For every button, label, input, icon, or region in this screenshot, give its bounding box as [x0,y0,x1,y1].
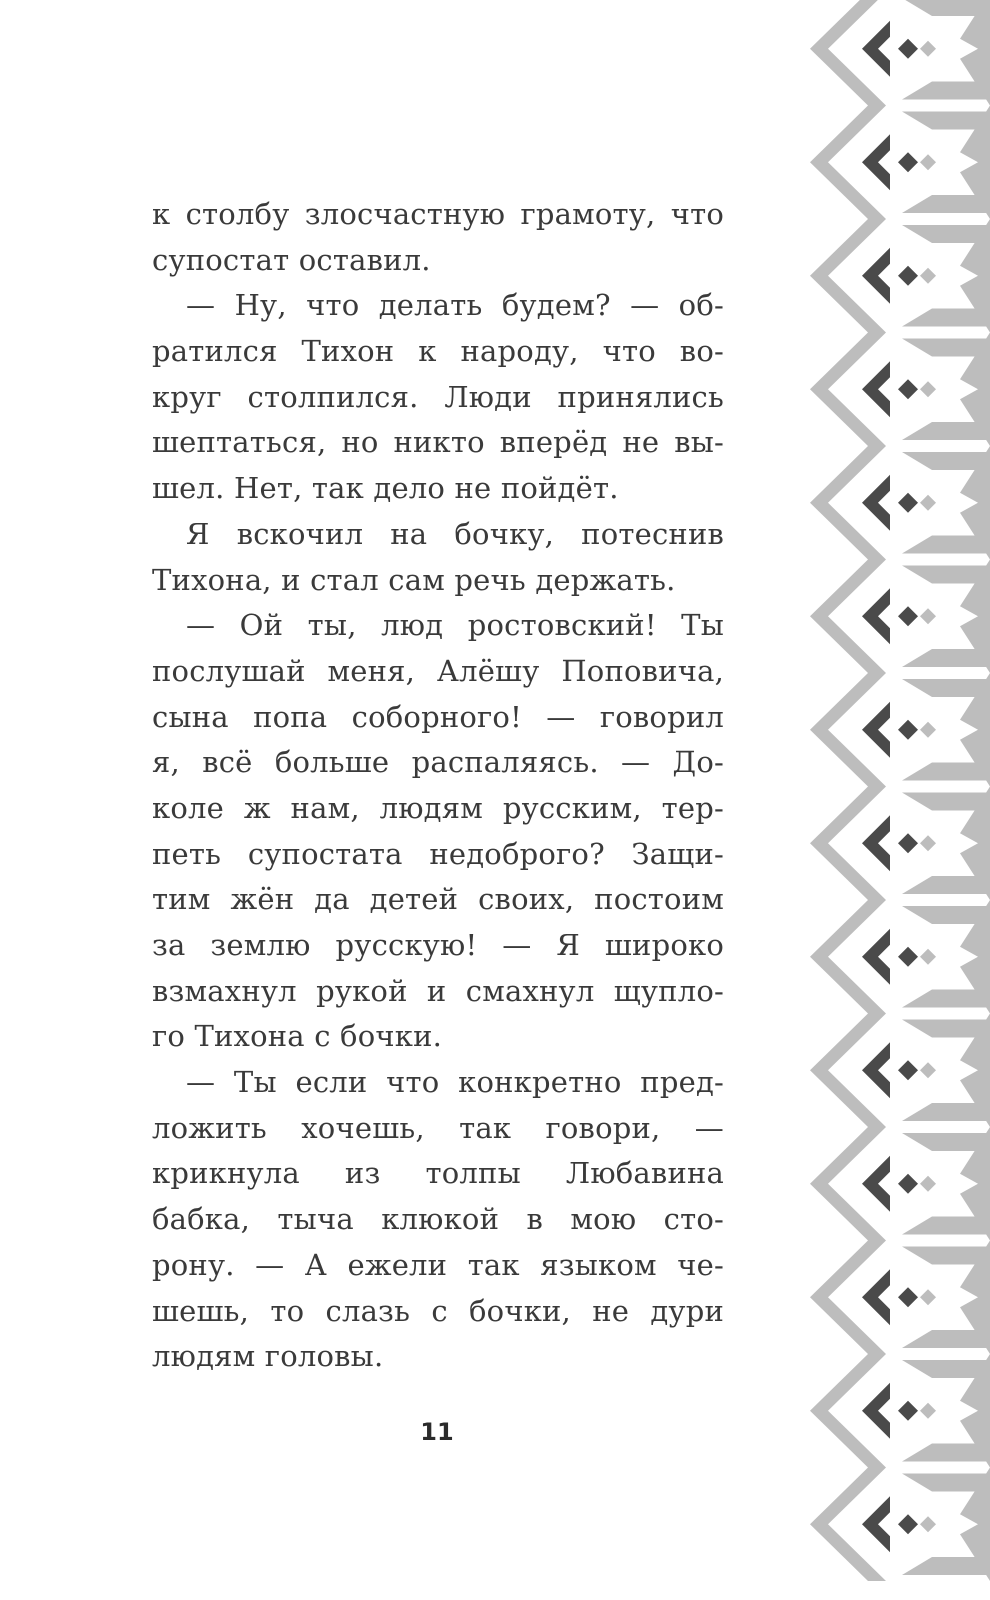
ornament-wedge-light [902,1247,990,1265]
ornament-arrow-dark [862,1156,890,1212]
ornament-arrow-dark [862,1496,890,1552]
text-line: ратился Тихон к народу, что во- [152,334,724,369]
ornament-diamond-light [920,949,936,965]
ornament-diamond-dark [898,1514,918,1534]
text-line: людям головы. [152,1339,384,1374]
text-line: послушай меня, Алёшу Поповича, [152,653,724,688]
text-line: шел. Нет, так дело не пойдёт. [152,471,619,506]
text-line: к столбу злосчастную грамоту, что [152,197,724,231]
ornament-wedge-light [902,876,990,894]
ornament-wedge-light [902,1217,990,1235]
ornament-diamond-dark [898,379,918,399]
ornament-diamond-dark [898,606,918,626]
text-line: Я вскочил на бочку, потеснив [186,516,724,551]
ornament-diamond-dark [898,720,918,740]
ornament-diamond-dark [898,947,918,967]
ornament-diamond-light [920,1062,936,1078]
text-line: рону. — А ежели так языком че- [152,1247,724,1282]
ornament-arrow-dark [862,929,890,985]
ornament-wedge-light [902,1330,990,1348]
text-line: шешь, то слазь с бочки, не дури [152,1293,724,1328]
ornament-diamond-dark [898,1401,918,1421]
ornament-wedge-light [902,452,990,470]
text-line: тим жён да детей своих, постоим [152,882,724,917]
ornament-wedge-light [902,1444,990,1462]
ornament-arrow-dark [862,815,890,871]
text-line: супостат оставил. [152,242,431,277]
text-line: — Ой ты, люд ростовский! Ты [186,608,724,643]
ornament-arrow-dark [862,248,890,304]
ornament-wedge-light [902,339,990,357]
ornament-arrow-dark [862,475,890,531]
text-line: шептаться, но никто вперёд не вы- [152,425,724,460]
ornament-wedge-light [902,225,990,243]
ornament-arrow-dark [862,588,890,644]
ornament-diamond-light [920,1516,936,1532]
text-line: я, всё больше распаляясь. — До- [152,745,724,780]
ornament-wedge-light [902,1133,990,1151]
body-text [152,192,724,1380]
ornament-wedge-light [902,566,990,584]
ornament-wedge-light [902,309,990,327]
ornament-diamond-light [920,1289,936,1305]
ornament-wedge-light [902,536,990,554]
text-line: — Ты если что конкретно пред- [186,1065,724,1100]
text-line: сына попа соборного! — говорил [152,699,724,734]
ornament-diamond-light [920,722,936,738]
ornament-arrow-dark [862,1042,890,1098]
ornament-diamond-dark [898,152,918,172]
text-line: коле ж нам, людям русским, тер- [152,790,724,825]
text-line: — Ну, что делать будем? — об- [186,288,724,323]
ornament-diamond-dark [898,833,918,853]
ornament-diamond-light [920,154,936,170]
ornament-diamond-dark [898,1060,918,1080]
ornament-wedge-light [902,1557,990,1575]
ornament-arrow-dark [862,702,890,758]
ornament-arrow-dark [862,1383,890,1439]
ornament-diamond-dark [898,493,918,513]
ornament-arrow-dark [862,1269,890,1325]
ornament-arrow-dark [862,361,890,417]
ornament-wedge-light [902,82,990,100]
ornament-wedge-light [902,679,990,697]
text-line: ложить хочешь, так говори, — [152,1110,724,1145]
ornament-diamond-light [920,381,936,397]
ornament-wedge-light [902,1020,990,1038]
ornament-diamond-light [920,1176,936,1192]
ornament-wedge-light [902,906,990,924]
ornament-wedge-light [902,793,990,811]
ornament-wedge-light [902,112,990,130]
text-line: петь супостата недоброго? Защи- [152,836,724,871]
ornament-diamond-light [920,1403,936,1419]
text-line: бабка, тыча клюкой в мою сто- [152,1202,724,1237]
ornament-wedge-light [902,763,990,781]
ornament-wedge-light [902,195,990,213]
ornament-diamond-light [920,268,936,284]
text-line: го Тихона с бочки. [152,1019,443,1054]
zigzag-ornament-border [790,0,990,1600]
ornament-diamond-light [920,608,936,624]
ornament-arrow-dark [862,21,890,77]
text-line: за землю русскую! — Я широко [152,928,724,962]
ornament-diamond-dark [898,1174,918,1194]
text-line: круг столпился. Люди принялись [152,379,724,414]
ornament-arrow-dark [862,134,890,190]
ornament-wedge-light [902,649,990,667]
ornament-diamond-dark [898,39,918,59]
ornament-wedge-light [902,422,990,440]
ornament-diamond-light [920,835,936,851]
ornament-wedge-light [902,0,990,16]
text-line: Тихона, и стал сам речь держать. [152,562,676,597]
ornament-wedge-light [902,1103,990,1121]
text-line: крикнула из толпы Любавина [152,1156,724,1191]
ornament-wedge-light [902,990,990,1008]
ornament-diamond-light [920,41,936,57]
ornament-diamond-dark [898,266,918,286]
text-line: взмахнул рукой и смахнул щупло- [152,973,724,1008]
page-number: 11 [420,1418,454,1446]
ornament-diamond-dark [898,1287,918,1307]
ornament-wedge-light [902,1360,990,1378]
ornament-wedge-light [902,1474,990,1492]
ornament-diamond-light [920,495,936,511]
